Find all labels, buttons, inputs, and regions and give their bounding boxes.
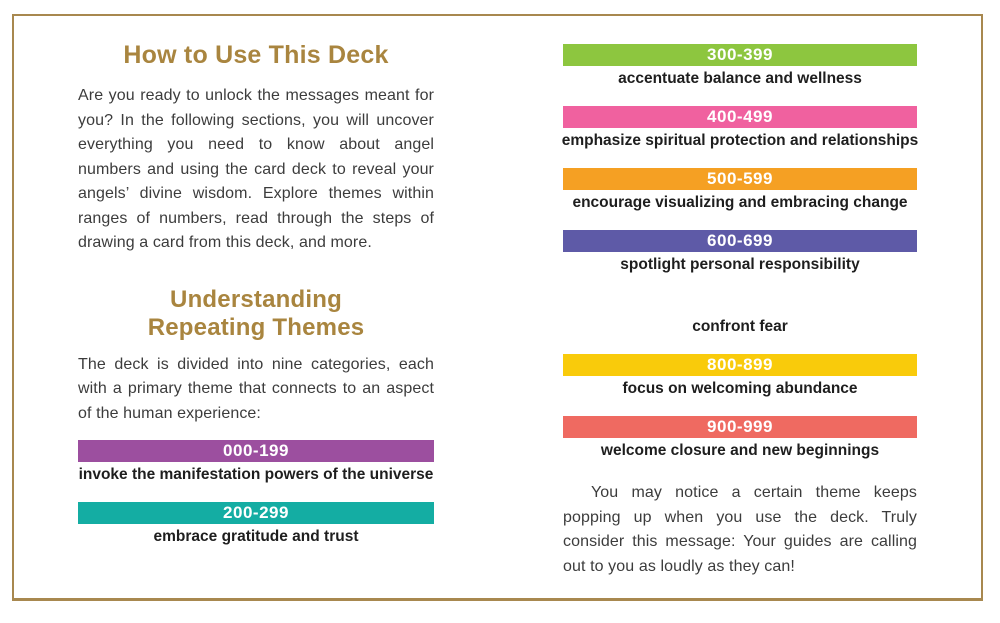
- range-label: 200-299: [223, 503, 289, 522]
- range-label: 800-899: [707, 355, 773, 374]
- page-title: How to Use This Deck: [123, 41, 389, 69]
- range-caption: spotlight personal responsibility: [620, 256, 860, 273]
- range-label: 000-199: [223, 441, 289, 460]
- section-title-line1: Understanding: [170, 285, 342, 313]
- range-bar: [78, 502, 434, 524]
- categories-paragraph: The deck is divided into nine categories, each with a primary theme that connects to an aspect of the human experience:: [78, 355, 434, 422]
- range-label: 900-999: [707, 417, 773, 436]
- range-caption: focus on welcoming abundance: [622, 380, 858, 397]
- range-bar: [563, 230, 917, 252]
- range-row-500-599: [563, 168, 917, 213]
- left-column: [78, 40, 434, 564]
- range-caption: encourage visualizing and embracing change: [572, 194, 908, 211]
- range-bar: [563, 44, 917, 66]
- range-label: 300-399: [707, 45, 773, 64]
- range-caption: welcome closure and new beginnings: [600, 442, 880, 459]
- range-row-800-899: [563, 354, 917, 399]
- range-label: 700-799: [707, 293, 773, 312]
- range-label: 400-499: [707, 107, 773, 126]
- range-row-300-399: [563, 44, 917, 89]
- range-row-600-699: [563, 230, 917, 275]
- range-caption: accentuate balance and wellness: [618, 70, 862, 87]
- closing-paragraph: You may notice a certain theme keeps popping up when you use the deck. Truly consider this message: Your guides are calling out to you as loudly as they can!: [563, 484, 917, 575]
- right-column: [563, 44, 917, 579]
- range-label: 500-599: [707, 169, 773, 188]
- intro-paragraph: Are you ready to unlock the messages meant for you? In the following sections, you will uncover everything you need to know about angel numbers and using the card deck to reveal your angels’ divine wisdom. Explore themes within ranges of numbers, read through the steps of drawing a card from this deck, and more.: [78, 87, 434, 251]
- range-bar: [563, 416, 917, 438]
- range-bar: [563, 106, 917, 128]
- range-row-700-799: [563, 292, 917, 337]
- range-row-900-999: [563, 416, 917, 461]
- range-caption: invoke the manifestation powers of the universe: [78, 466, 434, 483]
- range-bar: [563, 292, 917, 314]
- range-caption: embrace gratitude and trust: [153, 528, 359, 545]
- range-row-400-499: [563, 106, 917, 151]
- range-caption: emphasize spiritual protection and relationships: [561, 132, 919, 149]
- range-bar: [563, 354, 917, 376]
- range-row-200-299: [78, 502, 434, 547]
- section-title-repeating-themes: [78, 286, 434, 342]
- range-bar: [78, 440, 434, 462]
- section-title-line2: Repeating Themes: [147, 313, 365, 341]
- range-row-000-199: [78, 440, 434, 485]
- range-caption: confront fear: [692, 318, 788, 335]
- range-label: 600-699: [707, 231, 773, 250]
- range-bar: [563, 168, 917, 190]
